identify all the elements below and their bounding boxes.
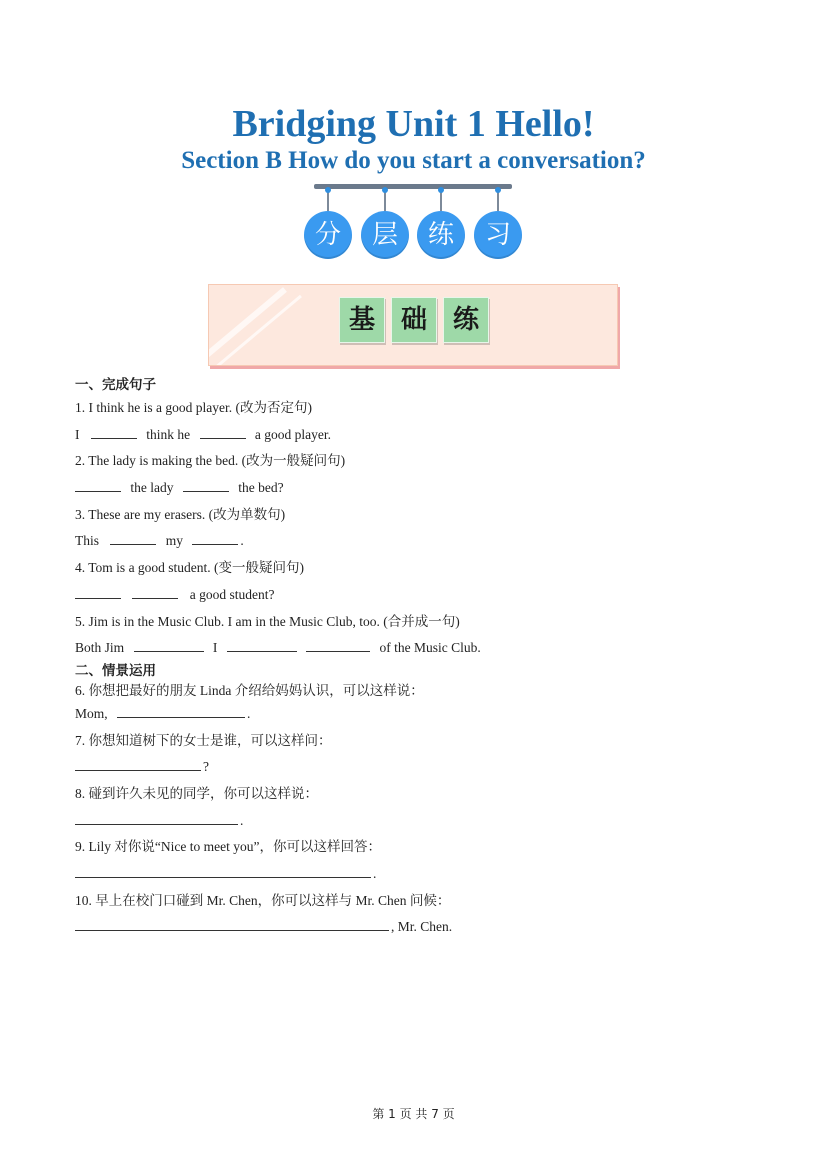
banner-chip: 基	[339, 297, 385, 343]
answer-line	[75, 701, 775, 728]
answer-line	[75, 808, 775, 835]
circle-badge: 层	[361, 211, 409, 259]
banner-stripe	[208, 295, 302, 366]
answer-blank[interactable]	[75, 477, 121, 492]
answer-blank[interactable]	[117, 703, 245, 718]
answer-blank[interactable]	[132, 584, 178, 599]
answer-text: .	[247, 705, 251, 721]
page-title: Bridging Unit 1 Hello!	[232, 103, 595, 145]
answer-line	[75, 861, 775, 888]
answer-text: .	[240, 812, 244, 828]
page-subtitle: Section B How do you start a conversation?	[181, 147, 646, 174]
header-tick	[384, 189, 386, 211]
answer-blank[interactable]	[75, 584, 121, 599]
banner-chip: 础	[391, 297, 437, 343]
answer-text: .	[373, 866, 377, 881]
question-text: 4. Tom is a good student. (变一般疑问句)	[75, 560, 305, 576]
answer-text: a good player.	[254, 426, 331, 442]
answer-text: I	[75, 426, 80, 442]
answer-blank[interactable]	[91, 424, 137, 439]
exercise-content	[75, 376, 775, 941]
header-bar	[314, 184, 512, 189]
answer-blank[interactable]	[75, 756, 201, 771]
section-heading: 二、情景运用	[75, 662, 156, 679]
answer-blank[interactable]	[200, 424, 246, 439]
question-text: 9. Lily 对你说“Nice to meet you”，你可以这样回答：	[75, 839, 381, 855]
header-tick	[497, 189, 499, 211]
answer-text: I	[212, 640, 218, 656]
answer-line	[75, 582, 775, 609]
section-heading: 一、完成句子	[75, 377, 156, 393]
answer-line	[75, 635, 775, 662]
question-text: 2. The lady is making the bed. (改为一般疑问句)	[75, 453, 346, 469]
section-banner	[208, 284, 618, 366]
banner-chip: 练	[443, 297, 489, 343]
answer-blank[interactable]	[75, 810, 238, 825]
answer-text: a good student?	[189, 586, 275, 602]
answer-line	[75, 754, 775, 781]
banner-chips	[339, 297, 489, 345]
answer-blank[interactable]	[227, 637, 297, 652]
question-text: 6. 你想把最好的朋友 Linda 介绍给妈妈认识，可以这样说：	[75, 682, 424, 698]
answer-text: , Mr. Chen.	[391, 919, 453, 935]
answer-text: Both Jim	[75, 640, 125, 656]
answer-line	[75, 475, 775, 502]
answer-blank[interactable]	[110, 530, 156, 545]
answer-blank[interactable]	[306, 637, 370, 652]
answer-blank[interactable]	[192, 530, 238, 545]
question-text: 8. 碰到许久未见的同学，你可以这样说：	[75, 785, 318, 801]
answer-text: the lady	[130, 480, 174, 496]
question-text: 7. 你想知道树下的女士是谁，可以这样问：	[75, 732, 332, 748]
answer-text: This	[75, 533, 100, 549]
answer-line	[75, 528, 775, 555]
answer-text: think he	[146, 426, 191, 442]
answer-blank[interactable]	[75, 863, 371, 878]
banner-stripe	[208, 287, 287, 366]
answer-text: ?	[203, 759, 209, 775]
question-text: 10. 早上在校门口碰到 Mr. Chen，你可以这样与 Mr. Chen 问候：	[75, 892, 451, 908]
answer-line	[75, 422, 775, 449]
answer-text: of the Music Club.	[379, 640, 481, 656]
circle-badge: 练	[417, 211, 465, 259]
question-text: 1. I think he is a good player. (改为否定句)	[75, 400, 312, 415]
question-text: 3. These are my erasers. (改为单数句)	[75, 506, 286, 522]
answer-text: my	[165, 533, 184, 549]
header-tick	[327, 189, 329, 211]
answer-blank[interactable]	[134, 637, 204, 652]
answer-blank[interactable]	[183, 477, 229, 492]
answer-blank[interactable]	[75, 916, 389, 931]
answer-text: the bed?	[238, 480, 284, 496]
circle-badge: 分	[304, 211, 352, 259]
answer-line	[75, 914, 775, 941]
answer-text: Mom,	[75, 705, 108, 721]
page-footer: 第 1 页 共 7 页	[372, 1107, 455, 1121]
header-tick	[440, 189, 442, 211]
circle-badge: 习	[474, 211, 522, 259]
question-text: 5. Jim is in the Music Club. I am in the Music Club, too. (合并成一句)	[75, 613, 460, 629]
answer-text: .	[240, 533, 244, 549]
